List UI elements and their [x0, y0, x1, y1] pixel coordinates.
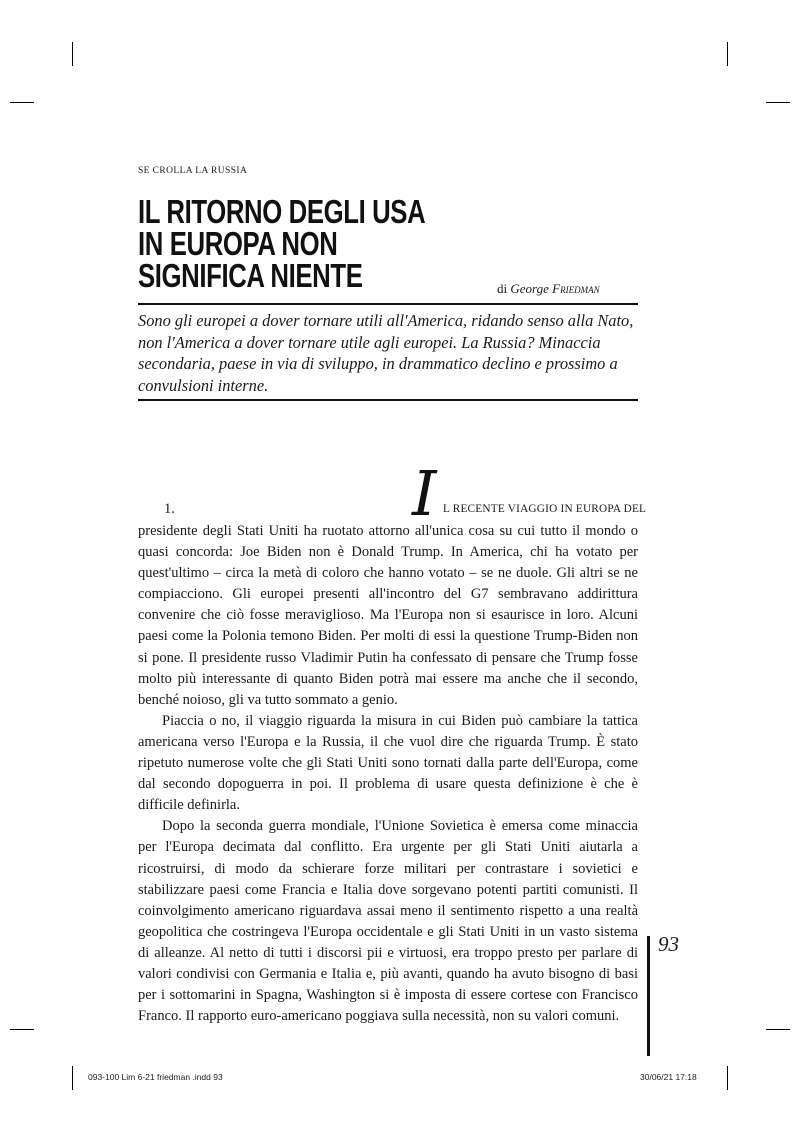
page-number-bar [647, 936, 650, 1056]
first-line [138, 457, 647, 530]
crop-mark [727, 1066, 728, 1090]
title-line: IL RITORNO DEGLI USA [138, 193, 426, 230]
title-rule-top [138, 303, 638, 305]
crop-mark [727, 42, 728, 66]
article-title [138, 193, 426, 294]
crop-mark [72, 42, 73, 66]
author-first-name: George [510, 281, 549, 296]
page-number: 93 [658, 932, 679, 956]
crop-mark [10, 1029, 34, 1030]
footer-file-info: 093-100 Lim 6-21 friedman .indd 93 [88, 1072, 223, 1082]
paragraph: presidente degli Stati Uniti ha ruotato attorno all'unica cosa su cui tutto il mondo o quasi concorda: Joe Biden non è Donald Trump. In America, chi ha votato per quest'ultimo – circa la metà di coloro che hanno votato – se ne duole. Gli altri se ne compiacciono. Gli europei presenti all'incontro del G7 sembravano addirittura convenire che ciò fosse meraviglioso. Ma l'Europa non si esaurisce in loro. Alcuni paesi come la Polonia temono Biden. Per molti di essi la questione Trump-Biden non si pone. Il presidente russo Vladimir Putin ha confessato di pensare che Trump fosse molto più interessante di quanto Biden potrà mai essere ma anche che il secondo, benché noioso, gli va tutto sommato a genio. [138, 523, 638, 708]
author-last-name: Friedman [552, 281, 600, 296]
author-name [510, 281, 599, 296]
paragraph: Dopo la seconda guerra mondiale, l'Unione Sovietica è emersa come minaccia per l'Europa decimata dal conflitto. Era urgente per gli Stati Uniti aiutarla a ricostruirsi, di modo da schierare forze militari per contrastare i sovietici e stabilizzare paesi come Francia e Italia dove sorgevano potenti partiti comunisti. Il coinvolgimento americano riguardava assai meno il sentimento rispetto a una realtà geopolitica che costringeva l'Europa occidentale e gli Stati Uniti in un vasto sistema di alleanze. Al netto di tutti i discorsi pii e virtuosi, era troppo presto per parlare di valori condivisi con Germania e Italia e, più avanti, quando ha avuto bisogno di basi per i sottomarini in Spagna, Washington si è imposta di essere cortese con Francisco Franco. Il rapporto euro-americano poggiava sulla necessità, non su valori comuni. [138, 818, 638, 1025]
first-line-text: L RECENTE VIAGGIO IN EUROPA DEL [443, 503, 647, 515]
crop-mark [766, 1029, 790, 1030]
title-line: IN EUROPA NON [138, 225, 338, 262]
drop-cap: I [412, 457, 437, 530]
title-line: SIGNIFICA NIENTE [138, 257, 363, 294]
article-subtitle: Sono gli europei a dover tornare utili all'America, ridando senso alla Nato, non l'America a dover tornare utile agli europei. La Russia? Minaccia secondaria, paese in via di sviluppo, in drammatico declino e prossimo a convulsioni interne. [138, 311, 634, 395]
section-number: 1. [164, 501, 175, 517]
crop-mark [10, 102, 34, 103]
section-label: SE CROLLA LA RUSSIA [138, 166, 248, 176]
paragraph: Piaccia o no, il viaggio riguarda la misura in cui Biden può cambiare la tattica americana verso l'Europa e la Russia, il che vuol dire che riguarda Trump. È stato ripetuto numerose volte che gli Stati Uniti sono tornati dalla parte dell'Europa, come dal secondo dopoguerra in poi. Il problema di usare questa definizione è che è difficile definirla. [138, 712, 638, 814]
crop-mark [72, 1066, 73, 1090]
crop-mark [766, 102, 790, 103]
footer-timestamp: 30/06/21 17:18 [640, 1072, 697, 1082]
byline-prefix: di [497, 281, 508, 296]
byline [497, 281, 600, 297]
title-rule-bottom [138, 399, 638, 401]
article-body [138, 457, 647, 1027]
